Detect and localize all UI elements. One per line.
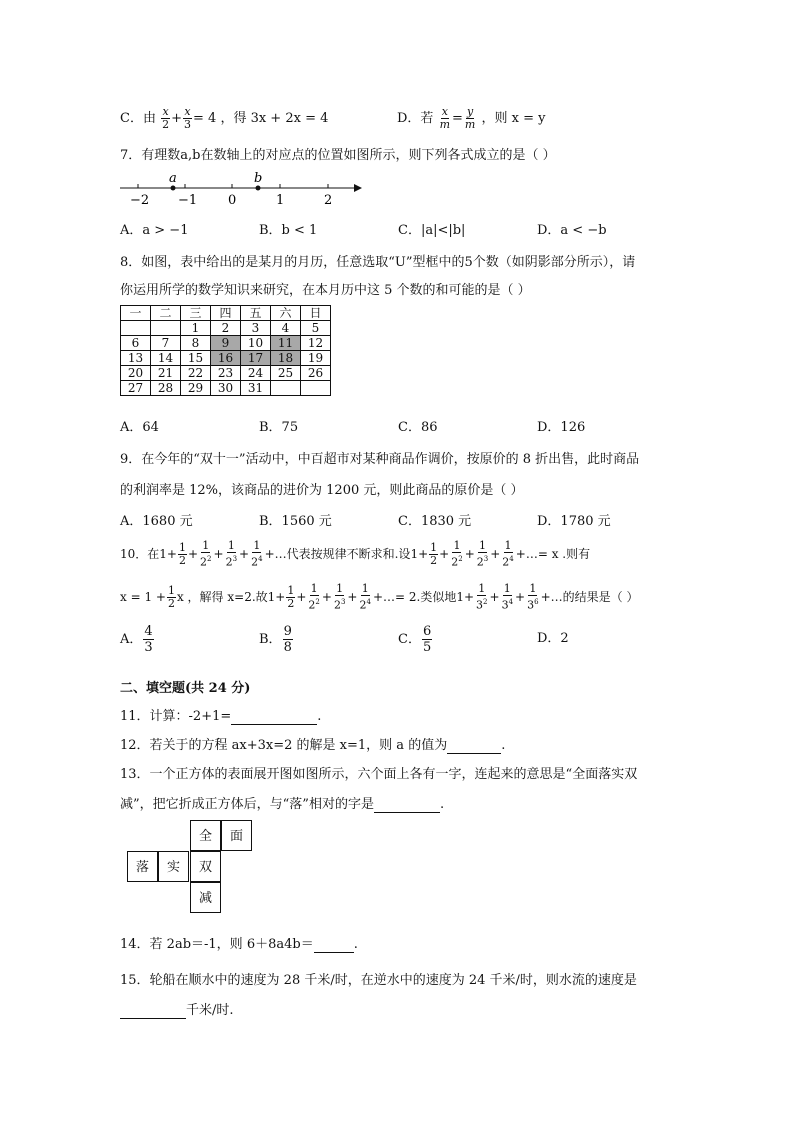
q10-option-c: C． $\frac{6}{5}$: [398, 624, 432, 655]
q8-option-b: B．75: [259, 420, 299, 435]
net-face: 双: [190, 851, 221, 882]
q10-option-d: D．2: [537, 631, 569, 646]
q6-options: [120, 106, 680, 131]
q12-answer-blank[interactable]: [447, 738, 501, 754]
q8-option-a: A．64: [120, 420, 159, 435]
tick-label-0: 0: [228, 193, 237, 208]
point-a: [171, 186, 176, 191]
q13-stem-1: 13．一个正方体的表面展开图如图所示，六个面上各有一字，连起来的意思是“全面落实双: [120, 767, 638, 782]
q7-option-d: D．a < −b: [537, 223, 607, 238]
q8-stem-2: 你运用所学的数学知识来研究，在本月历中这 5 个数的和可能的是（ ）: [120, 283, 531, 298]
calendar-header: 一 二 三 四 五 六 日: [121, 306, 331, 321]
q9-option-a: A．1680 元: [120, 514, 193, 529]
net-face: 落: [127, 851, 158, 882]
calendar-row: 27 28 29 30 31: [121, 381, 331, 396]
q11: 11．计算：-2+1= .: [120, 709, 322, 724]
q15-line-2: 千米/时.: [120, 999, 234, 1019]
q12: 12．若关于的方程 ax+3x=2 的解是 x=1，则 a 的值为 .: [120, 738, 506, 753]
q11-answer-blank[interactable]: [231, 709, 317, 725]
q15-stem: 15．轮船在顺水中的速度为 28 千米/时，在逆水中的速度为 24 千米/时，则水流的速度是: [120, 973, 637, 988]
q7-options: [120, 219, 680, 238]
label-b: b: [254, 171, 263, 186]
q7-option-c: C．|a|<|b|: [398, 223, 466, 238]
q13-stem-2: 减”，把它折成正方体后，与“落”相对的字是 .: [120, 797, 445, 812]
q10-line-1: 10．在1+ $\frac{1}{2}$ + $\frac{1}{2^2}$ + $\frac{1}{2^3}$ + $\frac{1}{2^4}$ +…代表按规律不断求和.设1+ $\frac{1}{2}$ + $\frac{1}{2^2}$ + $\frac{1}{2^3}$ + $\frac{1}{2^4}$ +…= x .则有: [120, 539, 591, 569]
calendar-row: 20 21 22 23 24 25 26: [121, 366, 331, 381]
q10-line-2: x = 1 + $\frac{1}{2}$ x ，解得 x=2.故1+ $\frac{1}{2}$ + $\frac{1}{2^2}$ + $\frac{1}{2^3}$ + $\frac{1}{2^4}$ +…= 2.类似地1+ $\frac{1}{3^2}$ + $\frac{1}{3^4}$ + $\frac{1}{3^6}$ +…的结果是（ ）: [120, 582, 639, 612]
tick-label-neg1: −1: [178, 193, 198, 208]
q10-options: [120, 624, 680, 655]
tick-label-2: 2: [324, 193, 333, 208]
net-face: 全: [190, 820, 221, 851]
q8-stem-1: 8．如图，表中给出的是某月的月历，任意选取“U”型框中的5个数（如阴影部分所示），请: [120, 255, 636, 270]
section-2-title: 二、填空题(共 24 分): [120, 681, 251, 696]
tick-label-1: 1: [276, 193, 285, 208]
net-face: 面: [221, 820, 252, 851]
q7-option-a: A．a > −1: [120, 223, 189, 238]
q6-option-c: C．由 $\frac{x}{2}$ + $\frac{x}{3}$ = 4 ，得 3x + 2x = 4: [120, 105, 329, 131]
q8-options: [120, 416, 680, 435]
label-a: a: [169, 171, 177, 186]
point-b: [256, 186, 261, 191]
q9-option-b: B．1560 元: [259, 514, 332, 529]
q7-number-line: [118, 170, 368, 210]
q10-option-a: A． $\frac{4}{3}$: [120, 624, 153, 655]
q7-option-b: B．b < 1: [259, 223, 318, 238]
q8-option-c: C．86: [398, 420, 438, 435]
q10-option-b: B． $\frac{9}{8}$: [259, 624, 292, 655]
net-face: 减: [190, 882, 221, 913]
q6-option-d: D．若 $\frac{x}{m}$ = $\frac{y}{m}$ ，则 x = y: [397, 105, 546, 131]
q9-options: [120, 510, 680, 529]
q9-option-c: C．1830 元: [398, 514, 472, 529]
q7-stem: 7．有理数a,b在数轴上的对应点的位置如图所示，则下列各式成立的是（ ）: [120, 148, 556, 163]
q9-option-d: D．1780 元: [537, 514, 611, 529]
q13-answer-blank[interactable]: [374, 797, 440, 813]
q15-answer-blank[interactable]: [120, 1003, 186, 1019]
q9-stem-1: 9．在今年的“双十一”活动中，中百超市对某种商品作调价，按原价的 8 折出售，此时商品: [120, 452, 640, 467]
q9-stem-2: 的利润率是 12%，该商品的进价为 1200 元，则此商品的原价是（ ）: [120, 483, 524, 498]
calendar-row: 13 14 15 16 17 18 19: [121, 351, 331, 366]
net-face: 实: [158, 851, 189, 882]
q14-answer-blank[interactable]: [314, 937, 354, 953]
tick-label-neg2: −2: [130, 193, 150, 208]
q8-calendar: [120, 305, 331, 396]
q14: 14．若 2ab＝-1，则 6＋8a4b＝ .: [120, 937, 358, 952]
calendar-row: 1 2 3 4 5: [121, 321, 331, 336]
calendar-row: 6 7 8 9 10 11 12: [121, 336, 331, 351]
q8-option-d: D．126: [537, 420, 586, 435]
